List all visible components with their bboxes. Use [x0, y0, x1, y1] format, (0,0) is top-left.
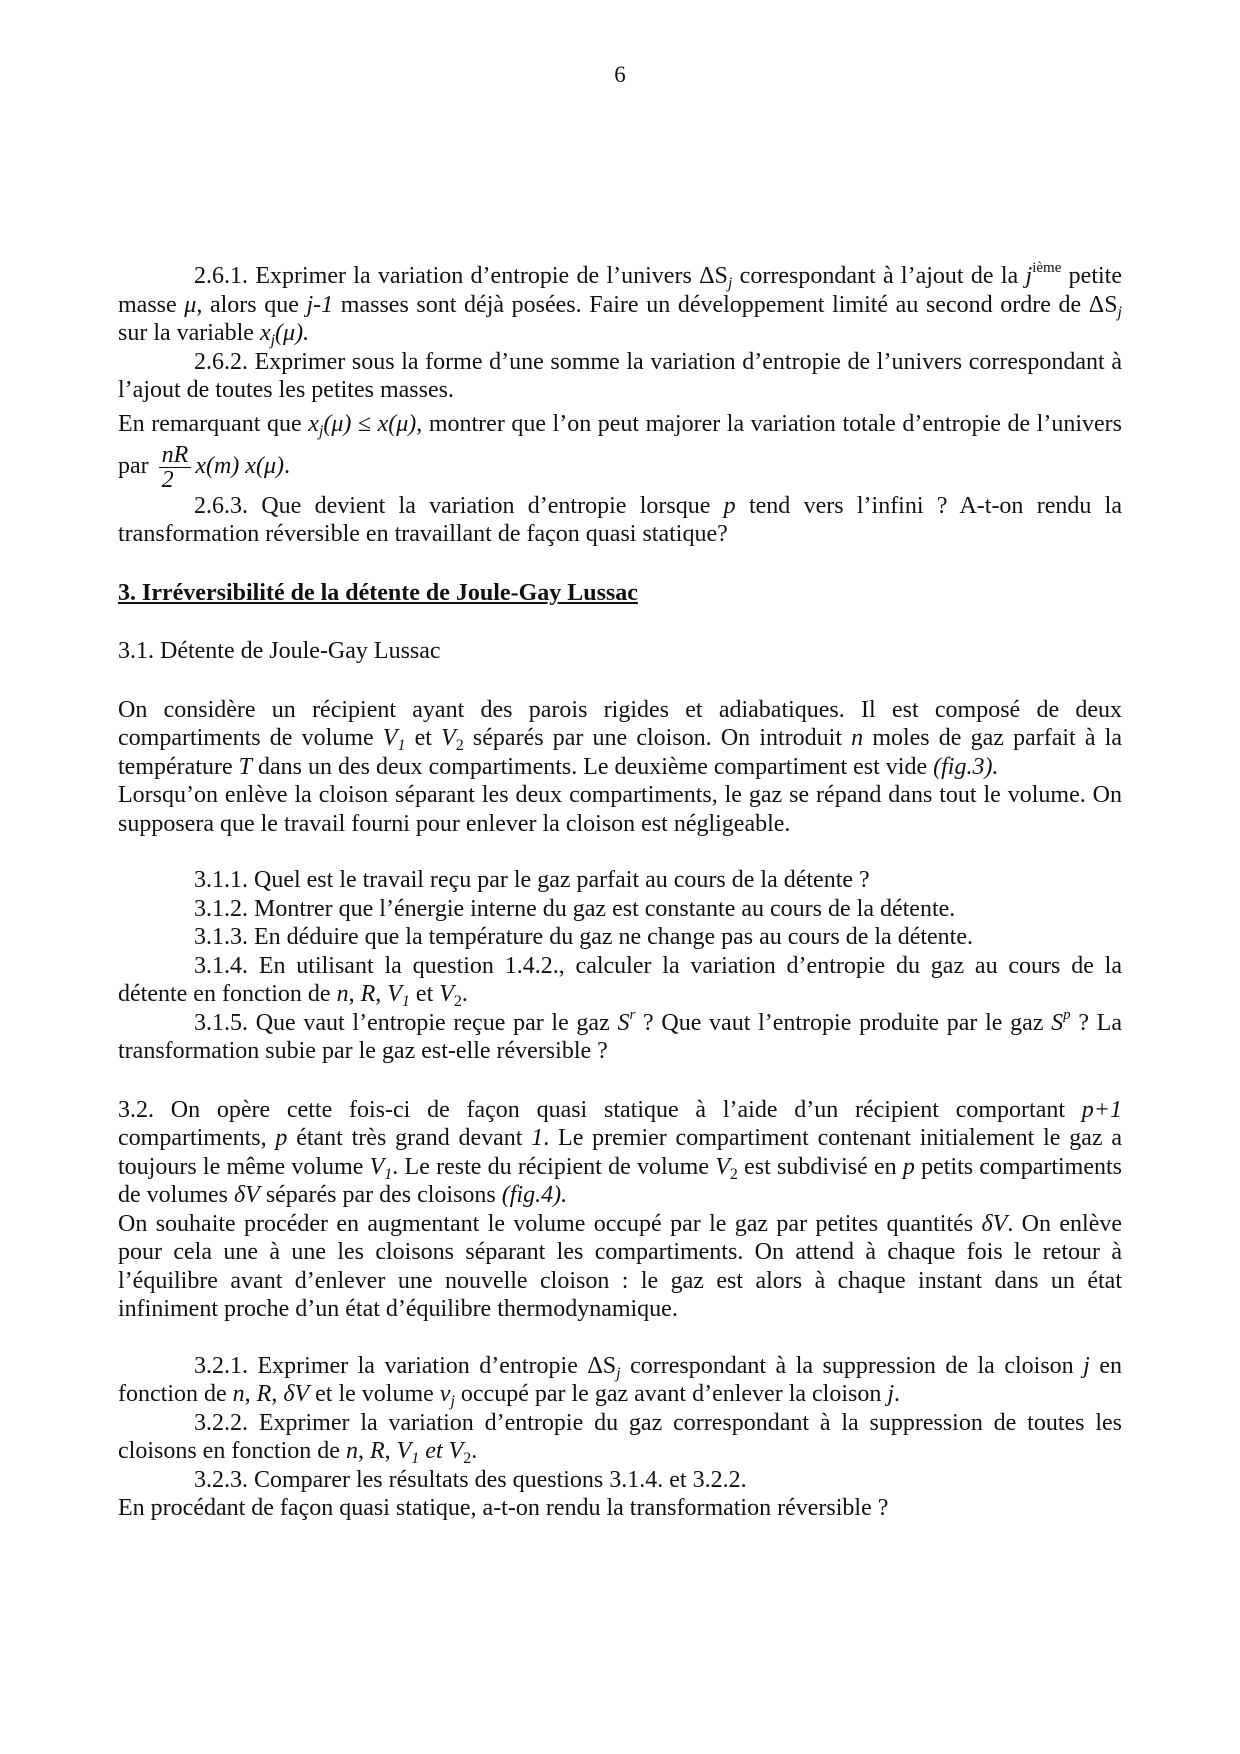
question-2-6-3: 2.6.3. Que devient la variation d’entropie lorsque p tend vers l’infini ? A-t-on rendu la transformation réversible en travaillant de façon quasi statique?	[118, 492, 1123, 547]
question-3-2-3: 3.2.3. Comparer les résultats des questions 3.1.4. et 3.2.2.	[194, 1466, 747, 1493]
question-3-1-5: 3.1.5. Que vaut l’entropie reçue par le gaz $S^r$ ? Que vaut l’entropie produite par le gaz $S^p$ ? La transformation subie par le gaz est-elle réversible ?	[118, 1006, 1122, 1064]
majoration-remark: En remarquant que $x_j(\mu) \le x(\mu)$, montrer que l’on peut majorer la variation totale d’entropie de l’univers par $\frac{nR}{2}$ x(m) x(μ).	[118, 410, 1122, 493]
question-3-1-1: 3.1.1. Quel est le travail reçu par le gaz parfait au cours de la détente ?	[194, 867, 870, 893]
question-3-1-3: 3.1.3. En déduire que la température du gaz ne change pas au cours de la détente.	[194, 924, 974, 950]
question-3-2-2: 3.2.2. Exprimer la variation d’entropie du gaz correspondant à la suppression de toutes les cloisons en fonction de n, R, $V_1$ et $V_2$.	[118, 1409, 1122, 1467]
paragraph-expansion: Lorsqu’on enlève la cloison séparant les deux compartiments, le gaz se répand dans tout le volume. On supposera que le travail fourni pour enlever la cloison est négligeable.	[118, 782, 1122, 837]
paragraph-3-2-setup: 3.2. On opère cette fois-ci de façon quasi statique à l’aide d’un récipient comportant p+1 compartiments, p étant très grand devant 1. Le premier compartiment contenant initialement le gaz a toujours le même volume $V_1$. Le reste du récipient de volume $V_2$ est subdivisé en p petits compartiments de volumes δV séparés par des cloisons (fig.4).	[118, 1096, 1123, 1208]
question-3-2-1: 3.2.1. Exprimer la variation d’entropie $\Delta S_j$ correspondant à la suppression de la cloison j en fonction de n, R, δV et le volume $v_j$ occupé par le gaz avant d’enlever la cloison j.	[118, 1352, 1122, 1410]
question-2-6-2: 2.6.2. Exprimer sous la forme d’une somme la variation d’entropie de l’univers correspondant à l’ajout de toutes les petites masses.	[118, 348, 1122, 403]
page-content	[118, 262, 1122, 1523]
final-question: En procédant de façon quasi statique, a-t-on rendu la transformation réversible ?	[118, 1495, 889, 1521]
page-number: 6	[614, 62, 626, 87]
subsection-title-3-1: 3.1. Détente de Joule-Gay Lussac	[118, 638, 441, 664]
fraction-nR-over-2: $\frac{nR}{2}$	[159, 443, 192, 492]
question-2-6-1: 2.6.1. Exprimer la variation d’entropie de l’univers $\Delta S_j$ correspondant à l’ajout de la $j^{ième}$ petite masse μ, alors que j-1 masses sont déjà posées. Faire un développement limité au second ordre de $\Delta S_j$ sur la variable $x_j(\mu)$.	[118, 260, 1122, 349]
paragraph-setup: On considère un récipient ayant des parois rigides et adiabatiques. Il est composé de deux compartiments de volume $V_1$ et $V_2$ séparés par une cloison. On introduit n moles de gaz parfait à la température T dans un des deux compartiments. Le deuxième compartiment est vide (fig.3).	[118, 696, 1123, 780]
question-3-1-4: 3.1.4. En utilisant la question 1.4.2., calculer la variation d’entropie du gaz au cours de la détente en fonction de n, R, $V_1$ et $V_2$.	[118, 952, 1122, 1010]
paragraph-quasi-static: On souhaite procéder en augmentant le volume occupé par le gaz par petites quantités δV. On enlève pour cela une à une les cloisons séparant les compartiments. On attend à chaque fois le retour à l’équilibre avant d’enlever une nouvelle cloison : le gaz est alors à chaque instant dans un état infiniment proche d’un état d’équilibre thermodynamique.	[118, 1210, 1123, 1322]
question-3-1-2: 3.1.2. Montrer que l’énergie interne du gaz est constante au cours de la détente.	[194, 895, 956, 922]
section-title: 3. Irréversibilité de la détente de Joule-Gay Lussac	[118, 579, 638, 606]
